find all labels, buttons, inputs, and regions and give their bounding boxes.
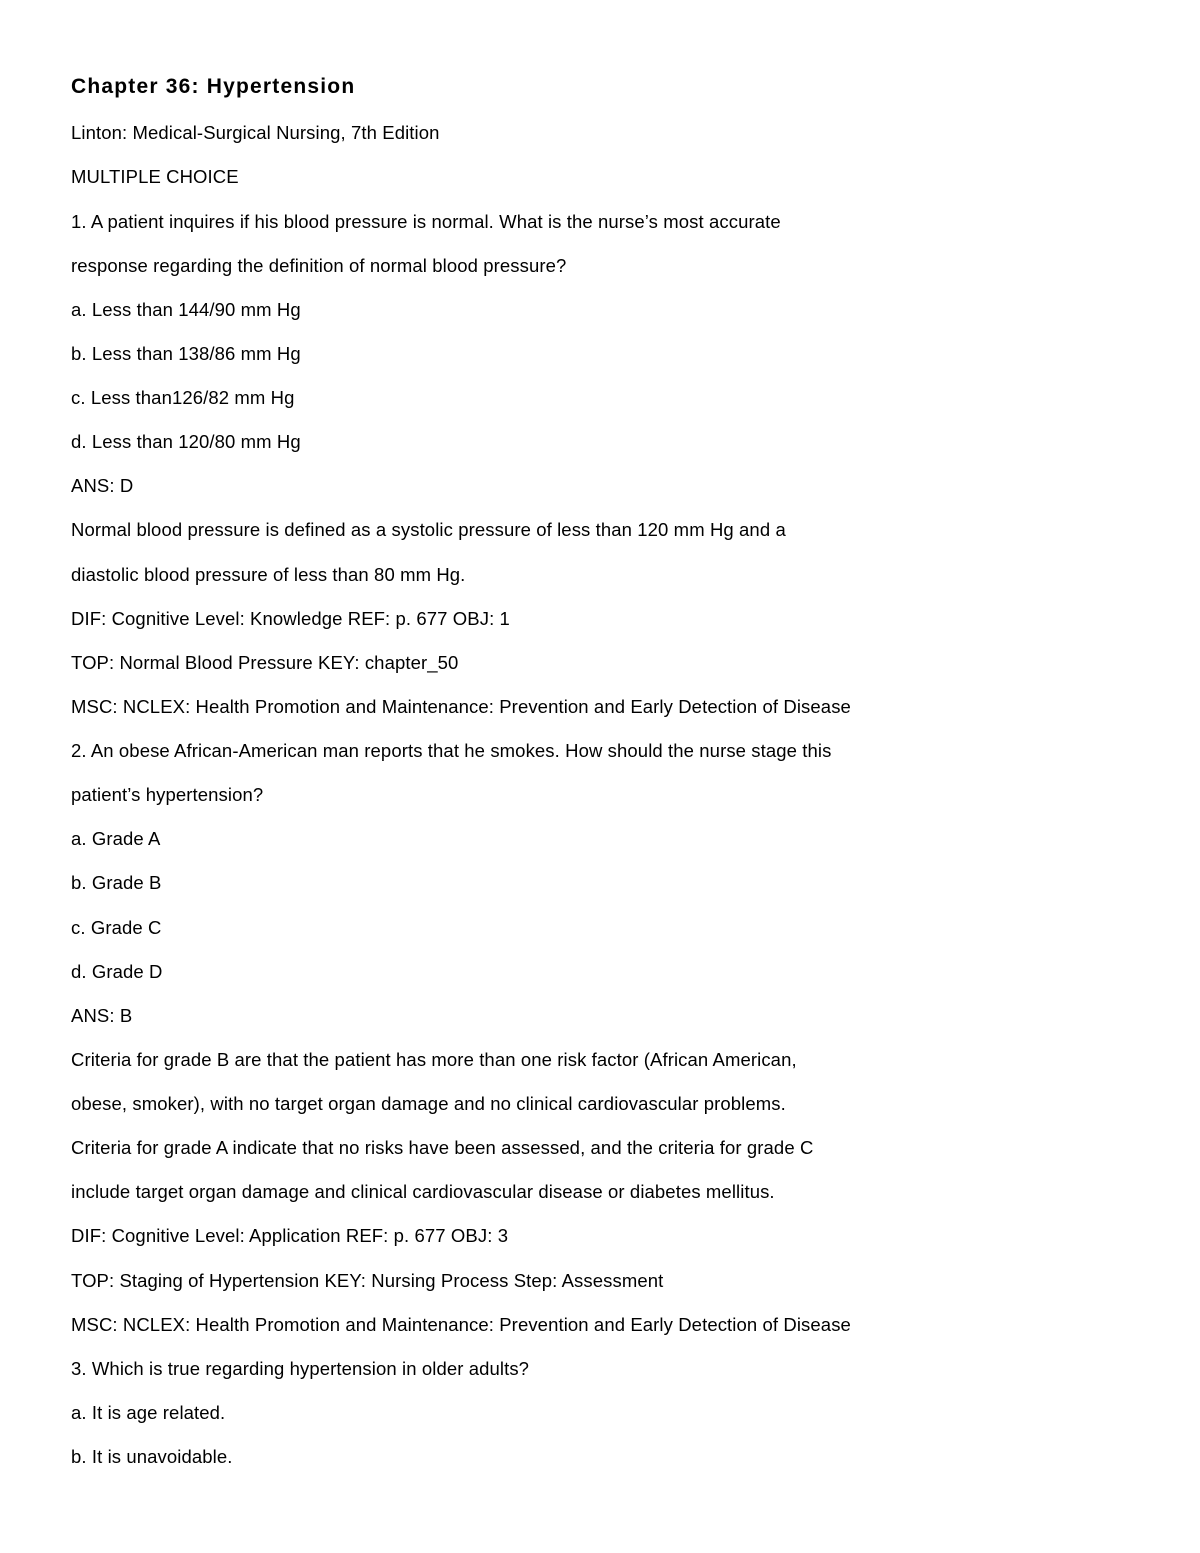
question-3-option-a: a. It is age related. [71, 1402, 226, 1423]
question-1-option-c: c. Less than126/82 mm Hg [71, 387, 295, 408]
question-1-top: TOP: Normal Blood Pressure KEY: chapter_50 [71, 652, 459, 673]
question-1-option-b: b. Less than 138/86 mm Hg [71, 343, 301, 364]
question-2-rationale-line-4: include target organ damage and clinical cardiovascular disease or diabetes mellitus. [71, 1181, 775, 1202]
question-1-dif: DIF: Cognitive Level: Knowledge REF: p. 677 OBJ: 1 [71, 608, 510, 629]
question-2-msc: MSC: NCLEX: Health Promotion and Maintenance: Prevention and Early Detection of Disease [71, 1314, 851, 1335]
chapter-title: Chapter 36: Hypertension [71, 75, 356, 98]
question-3-stem-line-1: 3. Which is true regarding hypertension in older adults? [71, 1358, 530, 1379]
section-heading: MULTIPLE CHOICE [71, 166, 239, 187]
question-2-option-d: d. Grade D [71, 961, 163, 982]
question-1-answer: ANS: D [71, 475, 134, 496]
question-1-rationale-line-1: Normal blood pressure is defined as a systolic pressure of less than 120 mm Hg and a [71, 519, 786, 540]
question-1-msc: MSC: NCLEX: Health Promotion and Maintenance: Prevention and Early Detection of Disease [71, 696, 851, 717]
question-2-answer: ANS: B [71, 1005, 133, 1026]
question-2-stem-line-2: patient’s hypertension? [71, 784, 264, 805]
book-subtitle: Linton: Medical-Surgical Nursing, 7th Edition [71, 122, 440, 143]
question-2-top: TOP: Staging of Hypertension KEY: Nursing Process Step: Assessment [71, 1270, 664, 1291]
question-3-option-b: b. It is unavoidable. [71, 1446, 233, 1467]
question-2-option-b: b. Grade B [71, 872, 162, 893]
question-1-option-d: d. Less than 120/80 mm Hg [71, 431, 301, 452]
question-1-stem-line-1: 1. A patient inquires if his blood pressure is normal. What is the nurse’s most accurate [71, 211, 781, 232]
question-1-rationale-line-2: diastolic blood pressure of less than 80 mm Hg. [71, 564, 466, 585]
question-1-option-a: a. Less than 144/90 mm Hg [71, 299, 301, 320]
question-1-stem-line-2: response regarding the definition of normal blood pressure? [71, 255, 567, 276]
question-2-rationale-line-3: Criteria for grade A indicate that no risks have been assessed, and the criteria for grade C [71, 1137, 814, 1158]
question-2-dif: DIF: Cognitive Level: Application REF: p. 677 OBJ: 3 [71, 1225, 509, 1246]
question-2-option-c: c. Grade C [71, 917, 162, 938]
question-2-rationale-line-1: Criteria for grade B are that the patient has more than one risk factor (African American, [71, 1049, 797, 1070]
question-2-rationale-line-2: obese, smoker), with no target organ damage and no clinical cardiovascular problems. [71, 1093, 786, 1114]
question-2-option-a: a. Grade A [71, 828, 161, 849]
question-2-stem-line-1: 2. An obese African-American man reports that he smokes. How should the nurse stage this [71, 740, 832, 761]
